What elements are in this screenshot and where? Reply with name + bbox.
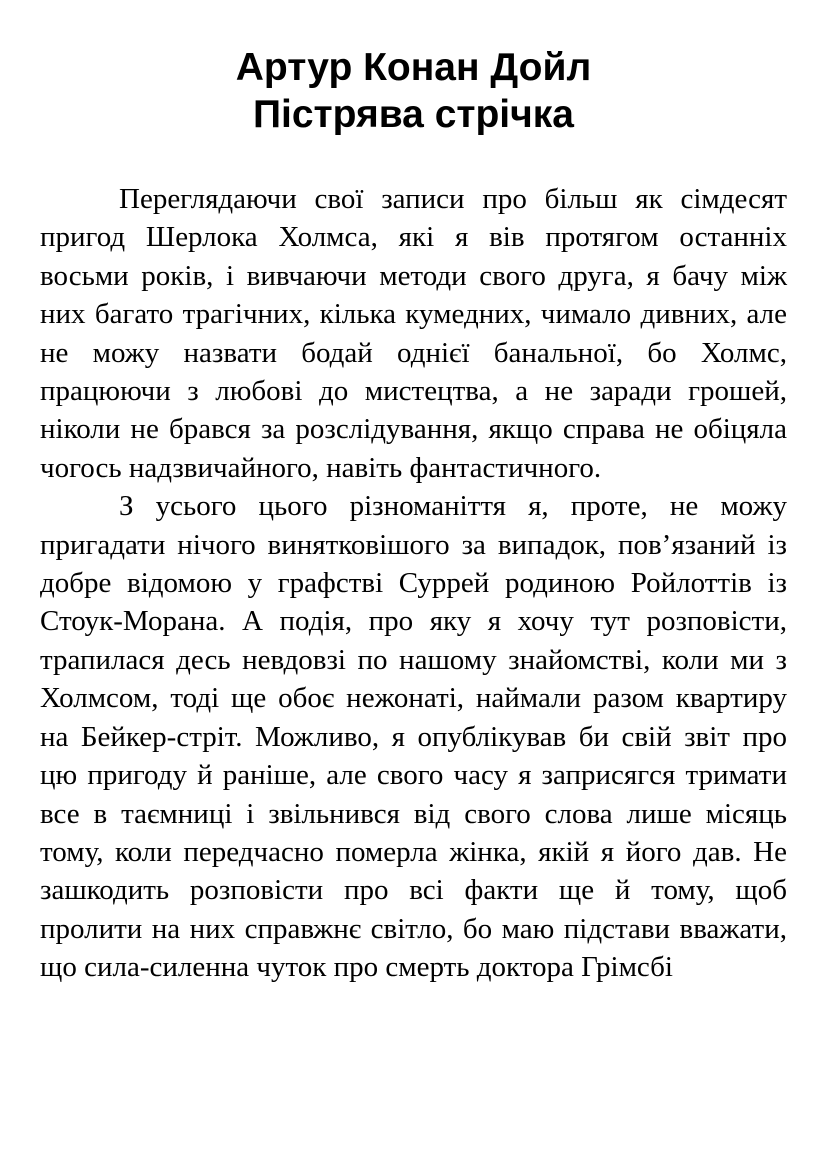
story-title: Пістрява стрічка [252,93,574,136]
paragraph-2: З усього цього різноманіття я, проте, не можу пригадати нічого винятковішого за випадок, пов’язаний із добре відомою у графстві Суррей родиною Ройлоттів із Стоук-Морана. А подія, про яку я хочу тут розповісти, трапилася десь невдовзі по нашому знайомстві, коли ми з Холмсом, тоді ще обоє нежонаті, наймали разом квартиру на Бейкер-стріт. Можливо, я опублікував би свій звіт про цю пригоду й раніше, але свого часу я заприсягся тримати все в таємниці і звільнився від свого слова лише місяць тому, коли передчасно померла жінка, якій я його дав. Не зашкодить розповісти про всі факти ще й тому, щоб пролити на них справжнє світло, бо маю підстави вважати, що сила-силенна чуток про смерть доктора Грімсбі [40,490,787,984]
author-name: Артур Конан Дойл [235,46,592,89]
paragraph-1: Переглядаючи свої записи про більш як сімдесят пригод Шерлока Холмса, які я вів протягом останніх восьми років, і вивчаючи методи свого друга, я бачу між них багато трагічних, кілька кумедних, чимало дивних, але не можу назвати бодай однієї банальної, бо Холмс, працюючи з любові до мистецтва, а не заради грошей, ніколи не брався за розслідування, якщо справа не обіцяла чогось надзвичайного, навіть фантастичного. [40,183,787,484]
title-block [40,44,787,138]
body-text [40,180,787,987]
